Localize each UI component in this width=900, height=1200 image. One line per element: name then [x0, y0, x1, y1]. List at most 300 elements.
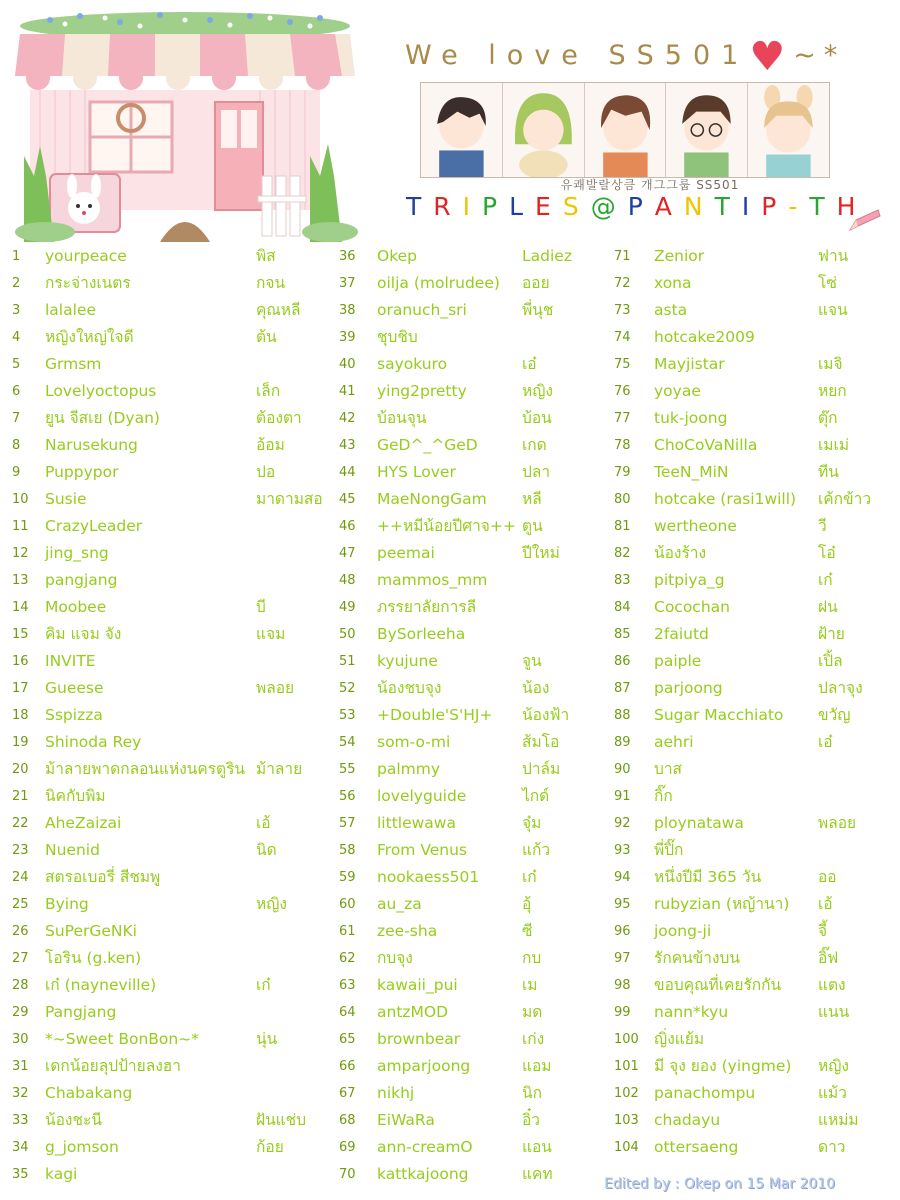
member-number: 53	[339, 708, 356, 723]
member-number: 57	[339, 816, 356, 831]
member-name: kyujune	[377, 652, 438, 670]
member-name: lovelyguide	[377, 787, 467, 805]
list-item	[12, 783, 332, 810]
list-item	[339, 594, 611, 621]
member-name: nikhj	[377, 1084, 415, 1102]
member-nickname: หญิง	[522, 382, 553, 400]
member-nickname: ออย	[522, 274, 550, 292]
member-name: ภรรยาลัยการลี	[377, 598, 477, 616]
member-number: 87	[614, 681, 631, 696]
member-name: หนึ่งปีมี 365 วัน	[654, 868, 762, 886]
member-name: Puppypor	[45, 463, 119, 481]
member-number: 56	[339, 789, 356, 804]
member-number: 51	[339, 654, 356, 669]
member-name: มี จุง ยอง (yingme)	[654, 1057, 792, 1075]
member-number: 47	[339, 546, 356, 561]
member-number: 34	[12, 1140, 29, 1155]
banner-letter: R	[433, 192, 451, 221]
member-number: 4	[12, 330, 21, 345]
list-item	[339, 243, 611, 270]
list-item	[12, 648, 332, 675]
member-number: 5	[12, 357, 21, 372]
member-nickname: พี่นุช	[522, 301, 554, 319]
member-name: กิ๊ก	[654, 787, 673, 805]
list-item	[614, 405, 894, 432]
list-item	[614, 1080, 894, 1107]
member-name: *~Sweet BonBon~*	[45, 1030, 199, 1048]
member-number: 77	[614, 411, 631, 426]
member-nickname: ปอ	[256, 463, 276, 481]
member-name: parjoong	[654, 679, 723, 697]
member-nickname: ปีใหม่	[522, 544, 560, 562]
member-nickname: แหม่ม	[818, 1111, 859, 1129]
member-name: รักคนข้างบน	[654, 949, 740, 967]
member-nickname: มาดามสอ	[256, 490, 323, 508]
member-number: 28	[12, 978, 29, 993]
member-nickname: ปลาจุง	[818, 679, 863, 697]
member-number: 9	[12, 465, 21, 480]
member-nickname: เอ้	[818, 895, 833, 913]
member-number: 39	[339, 330, 356, 345]
member-name: amparjoong	[377, 1057, 471, 1075]
member-nickname: อ้อม	[256, 436, 285, 454]
list-item	[614, 648, 894, 675]
heart-icon: ♥	[749, 34, 786, 80]
list-item	[614, 1107, 894, 1134]
member-name: kawaii_pui	[377, 976, 458, 994]
member-name: som-o-mi	[377, 733, 451, 751]
bunny-sign-icon	[50, 174, 120, 232]
member-number: 37	[339, 276, 356, 291]
member-number: 10	[12, 492, 29, 507]
member-name: คิม แจม จัง	[45, 625, 122, 643]
member-number: 86	[614, 654, 631, 669]
member-nickname: บี	[256, 598, 266, 616]
member-name: Pangjang	[45, 1003, 117, 1021]
member-number: 3	[12, 303, 21, 318]
member-name: Sugar Macchiato	[654, 706, 784, 724]
list-item	[339, 999, 611, 1026]
member-nickname: แก้ว	[522, 841, 551, 859]
list-item	[614, 594, 894, 621]
member-name: GeD^_^GeD	[377, 436, 478, 454]
member-nickname: ส้มโอ	[522, 733, 560, 751]
member-number: 54	[339, 735, 356, 750]
list-item	[12, 1134, 332, 1161]
list-item	[614, 729, 894, 756]
member-number: 2	[12, 276, 21, 291]
list-item	[339, 513, 611, 540]
member-nickname: เอ๋	[522, 355, 537, 373]
member-number: 59	[339, 870, 356, 885]
member-number: 93	[614, 843, 631, 858]
list-item	[339, 621, 611, 648]
member-name: น้องชะนี	[45, 1111, 102, 1129]
list-item	[12, 729, 332, 756]
list-item	[12, 1161, 332, 1188]
list-item	[12, 513, 332, 540]
banner-letter: T	[406, 192, 422, 221]
member-nickname: เอ้	[256, 814, 271, 832]
member-nickname: เก๋	[818, 571, 833, 589]
member-name: g_jomson	[45, 1138, 119, 1156]
list-item	[614, 972, 894, 999]
list-item	[339, 405, 611, 432]
member-number: 98	[614, 978, 631, 993]
member-column-2	[339, 243, 611, 1188]
member-name: joong-ji	[654, 922, 712, 940]
member-name: INVITE	[45, 652, 96, 670]
member-number: 68	[339, 1113, 356, 1128]
member-number: 45	[339, 492, 356, 507]
member-number: 74	[614, 330, 631, 345]
member-nickname: ปลา	[522, 463, 551, 481]
member-number: 103	[614, 1113, 639, 1128]
list-item	[12, 324, 332, 351]
member-nickname: ไกด์	[522, 787, 550, 805]
list-item	[339, 945, 611, 972]
member-name: กบจุง	[377, 949, 413, 967]
list-item	[12, 351, 332, 378]
fence-icon	[258, 176, 306, 236]
banner-letter: L	[509, 192, 524, 221]
list-item	[339, 540, 611, 567]
list-item	[12, 675, 332, 702]
list-item	[12, 837, 332, 864]
member-nickname: แจน	[818, 301, 848, 319]
shop-illustration	[10, 6, 360, 242]
banner-letter: P	[761, 192, 777, 221]
banner-letter: I	[462, 192, 471, 221]
member-name: Lovelyoctopus	[45, 382, 157, 400]
member-name: nookaess501	[377, 868, 480, 886]
member-nickname: ซี	[522, 922, 533, 940]
member-number: 30	[12, 1032, 29, 1047]
list-item	[12, 1080, 332, 1107]
banner-letter: A	[654, 192, 672, 221]
list-item	[614, 459, 894, 486]
list-item	[614, 621, 894, 648]
member-name: kagi	[45, 1165, 78, 1183]
list-item	[339, 486, 611, 513]
list-item	[614, 864, 894, 891]
member-nickname: เมเม่	[818, 436, 850, 454]
member-name: palmmy	[377, 760, 441, 778]
member-number: 36	[339, 249, 356, 264]
member-name: กระจ่างเนตร	[45, 274, 131, 292]
list-item	[614, 324, 894, 351]
member-nickname: หยก	[818, 382, 847, 400]
member-number: 11	[12, 519, 29, 534]
list-item	[339, 1080, 611, 1107]
member-number: 6	[12, 384, 21, 399]
list-item	[339, 378, 611, 405]
shop-window-icon	[90, 102, 172, 172]
list-item	[339, 1107, 611, 1134]
member-nickname: โอ๋	[818, 544, 836, 562]
member-name: panachompu	[654, 1084, 756, 1102]
list-item	[339, 972, 611, 999]
member-nickname: นิก	[522, 1084, 542, 1102]
member-number: 48	[339, 573, 356, 588]
boy-portrait-2-icon	[503, 83, 585, 177]
member-number: 78	[614, 438, 631, 453]
member-number: 8	[12, 438, 21, 453]
member-name: บาส	[654, 760, 683, 778]
list-item	[614, 783, 894, 810]
member-name: Shinoda Rey	[45, 733, 142, 751]
member-nickname: ฝันแช่บ	[256, 1111, 307, 1129]
boy-portrait-3-icon	[585, 83, 667, 177]
member-nickname: เค้กข้าว	[818, 490, 872, 508]
list-item	[339, 1134, 611, 1161]
member-name: ploynatawa	[654, 814, 744, 832]
member-name: ++หมีน้อยปีศาจ++	[377, 517, 516, 535]
member-name: Grmsm	[45, 355, 102, 373]
members-caption: 유쾌발랄상큼 개그그룹 SS501	[560, 178, 740, 192]
member-number: 97	[614, 951, 631, 966]
member-name: lalalee	[45, 301, 96, 319]
list-item	[614, 486, 894, 513]
member-number: 81	[614, 519, 631, 534]
member-name: EiWaRa	[377, 1111, 435, 1129]
member-name: kattkajoong	[377, 1165, 469, 1183]
member-name: น้องร้าง	[654, 544, 707, 562]
member-nickname: น้อง	[522, 679, 550, 697]
member-name: +Double'S'HJ+	[377, 706, 493, 724]
member-number: 82	[614, 546, 631, 561]
member-nickname: แม้ว	[818, 1084, 847, 1102]
member-number: 55	[339, 762, 356, 777]
list-item	[614, 378, 894, 405]
list-item	[339, 675, 611, 702]
banner-letter: N	[683, 192, 703, 221]
member-number: 46	[339, 519, 356, 534]
member-name: โอริน (g.ken)	[45, 949, 142, 967]
member-name: oilja (molrudee)	[377, 274, 500, 292]
member-name: Sspizza	[45, 706, 103, 724]
member-column-3	[614, 243, 894, 1161]
list-item	[614, 432, 894, 459]
member-nickname: ออ	[818, 868, 837, 886]
list-item	[339, 729, 611, 756]
boy-portrait-5-icon	[748, 83, 829, 177]
member-nickname: จุ๋ม	[522, 814, 542, 832]
list-item	[614, 351, 894, 378]
member-number: 19	[12, 735, 29, 750]
list-item	[339, 756, 611, 783]
list-item	[614, 945, 894, 972]
member-number: 25	[12, 897, 29, 912]
member-name: SuPerGeNKi	[45, 922, 137, 940]
list-item	[614, 297, 894, 324]
member-name: ann-creamO	[377, 1138, 473, 1156]
member-nickname: เก๋	[522, 868, 537, 886]
member-name: nann*kyu	[654, 1003, 729, 1021]
member-nickname: นิด	[256, 841, 277, 859]
awning-icon	[15, 34, 355, 90]
member-number: 32	[12, 1086, 29, 1101]
member-name: yoyae	[654, 382, 701, 400]
member-name: sayokuro	[377, 355, 448, 373]
member-number: 16	[12, 654, 29, 669]
member-nickname: น้องฟ้า	[522, 706, 570, 724]
member-number: 96	[614, 924, 631, 939]
member-number: 100	[614, 1032, 639, 1047]
member-name: AheZaizai	[45, 814, 122, 832]
member-nickname: เอ๋	[818, 733, 833, 751]
member-nickname: เกด	[522, 436, 547, 454]
list-item	[339, 270, 611, 297]
list-item	[339, 837, 611, 864]
member-name: ying2pretty	[377, 382, 467, 400]
member-nickname: แนน	[818, 1003, 850, 1021]
list-item	[12, 378, 332, 405]
member-nickname: แจม	[256, 625, 286, 643]
member-name: ม้าลายพาดกลอนแห่งนครตูริน	[45, 760, 246, 778]
member-number: 20	[12, 762, 29, 777]
member-number: 75	[614, 357, 631, 372]
list-item	[339, 432, 611, 459]
member-number: 94	[614, 870, 631, 885]
member-number: 76	[614, 384, 631, 399]
member-number: 60	[339, 897, 356, 912]
list-item	[614, 918, 894, 945]
member-number: 69	[339, 1140, 356, 1155]
member-nickname: แคท	[522, 1165, 553, 1183]
member-nickname: หญิง	[256, 895, 287, 913]
member-name: HYS Lover	[377, 463, 456, 481]
member-name: BySorleeha	[377, 625, 466, 643]
member-number: 90	[614, 762, 631, 777]
member-number: 101	[614, 1059, 639, 1074]
member-number: 85	[614, 627, 631, 642]
member-number: 21	[12, 789, 29, 804]
list-item	[339, 324, 611, 351]
member-number: 65	[339, 1032, 356, 1047]
member-number: 31	[12, 1059, 29, 1074]
member-name: oranuch_sri	[377, 301, 467, 319]
members-illustration	[420, 82, 830, 178]
member-name: ญิ่งแย้ม	[654, 1030, 705, 1048]
member-name: rubyzian (หญ้านา)	[654, 895, 790, 913]
member-name: CrazyLeader	[45, 517, 143, 535]
member-number: 18	[12, 708, 29, 723]
list-item	[339, 810, 611, 837]
list-item	[614, 837, 894, 864]
list-item	[614, 567, 894, 594]
member-number: 1	[12, 249, 21, 264]
member-name: หญิงใหญ่ใจดี	[45, 328, 134, 346]
member-nickname: ปาล์ม	[522, 760, 561, 778]
list-item	[12, 1107, 332, 1134]
list-item	[339, 702, 611, 729]
list-item	[614, 243, 894, 270]
member-nickname: จี้	[818, 922, 828, 940]
list-item	[12, 756, 332, 783]
member-number: 89	[614, 735, 631, 750]
member-name: สตรอเบอรี่ สีชมพู	[45, 868, 161, 886]
member-name: เดกน้อยลุปป้ายลงฮา	[45, 1057, 181, 1075]
member-name: ottersaeng	[654, 1138, 739, 1156]
member-nickname: เปิ้ล	[818, 652, 843, 670]
member-nickname: แอม	[522, 1057, 552, 1075]
member-name: antzMOD	[377, 1003, 449, 1021]
member-name: ยูน จีสเย (Dyan)	[45, 409, 160, 427]
list-item	[614, 1053, 894, 1080]
triples-pantip-banner	[406, 192, 876, 232]
member-nickname: ต้น	[256, 328, 277, 346]
member-number: 63	[339, 978, 356, 993]
member-nickname: เมจิ	[818, 355, 843, 373]
list-item	[339, 891, 611, 918]
list-item	[12, 297, 332, 324]
member-number: 58	[339, 843, 356, 858]
member-nickname: ขวัญ	[818, 706, 851, 724]
member-nickname: หลี	[522, 490, 542, 508]
list-item	[12, 486, 332, 513]
member-number: 35	[12, 1167, 29, 1182]
member-name: Chabakang	[45, 1084, 133, 1102]
member-name: au_za	[377, 895, 422, 913]
member-nickname: ดาว	[818, 1138, 846, 1156]
banner-letter: P	[627, 192, 643, 221]
member-number: 43	[339, 438, 356, 453]
member-number: 66	[339, 1059, 356, 1074]
member-nickname: พลอย	[818, 814, 857, 832]
member-number: 15	[12, 627, 29, 642]
member-nickname: ตุ๊ก	[818, 409, 838, 427]
member-name: paiple	[654, 652, 702, 670]
member-nickname: จูน	[522, 652, 542, 670]
list-item	[614, 1134, 894, 1161]
list-item	[12, 432, 332, 459]
member-number: 92	[614, 816, 631, 831]
member-column-1	[12, 243, 332, 1188]
list-item	[339, 1053, 611, 1080]
member-name: Nuenid	[45, 841, 100, 859]
banner-letter: T	[714, 192, 730, 221]
member-nickname: แอน	[522, 1138, 552, 1156]
member-name: zee-sha	[377, 922, 438, 940]
member-name: hotcake2009	[654, 328, 755, 346]
banner-letter: S	[562, 192, 579, 221]
member-name: ขอบคุณที่เคยรักกัน	[654, 976, 782, 994]
member-nickname: ทีน	[818, 463, 839, 481]
member-number: 29	[12, 1005, 29, 1020]
member-name: MaeNongGam	[377, 490, 487, 508]
member-name: pangjang	[45, 571, 118, 589]
shop-door-icon	[215, 102, 263, 210]
member-name: Moobee	[45, 598, 107, 616]
member-name: ChoCoVaNilla	[654, 436, 758, 454]
member-name: tuk-joong	[654, 409, 728, 427]
member-name: Gueese	[45, 679, 104, 697]
member-number: 61	[339, 924, 356, 939]
member-nickname: อิ๊ฟ	[818, 949, 839, 967]
list-item	[339, 1161, 611, 1188]
member-name: Zenior	[654, 247, 705, 265]
member-name: บ้อนจุน	[377, 409, 427, 427]
list-item	[614, 999, 894, 1026]
member-nickname: ต้องตา	[256, 409, 302, 427]
list-item	[12, 243, 332, 270]
edited-by-footer: Edited by : Okep on 15 Mar 2010	[604, 1176, 836, 1192]
member-number: 67	[339, 1086, 356, 1101]
member-number: 7	[12, 411, 21, 426]
list-item	[12, 405, 332, 432]
member-name: pitpiya_g	[654, 571, 725, 589]
